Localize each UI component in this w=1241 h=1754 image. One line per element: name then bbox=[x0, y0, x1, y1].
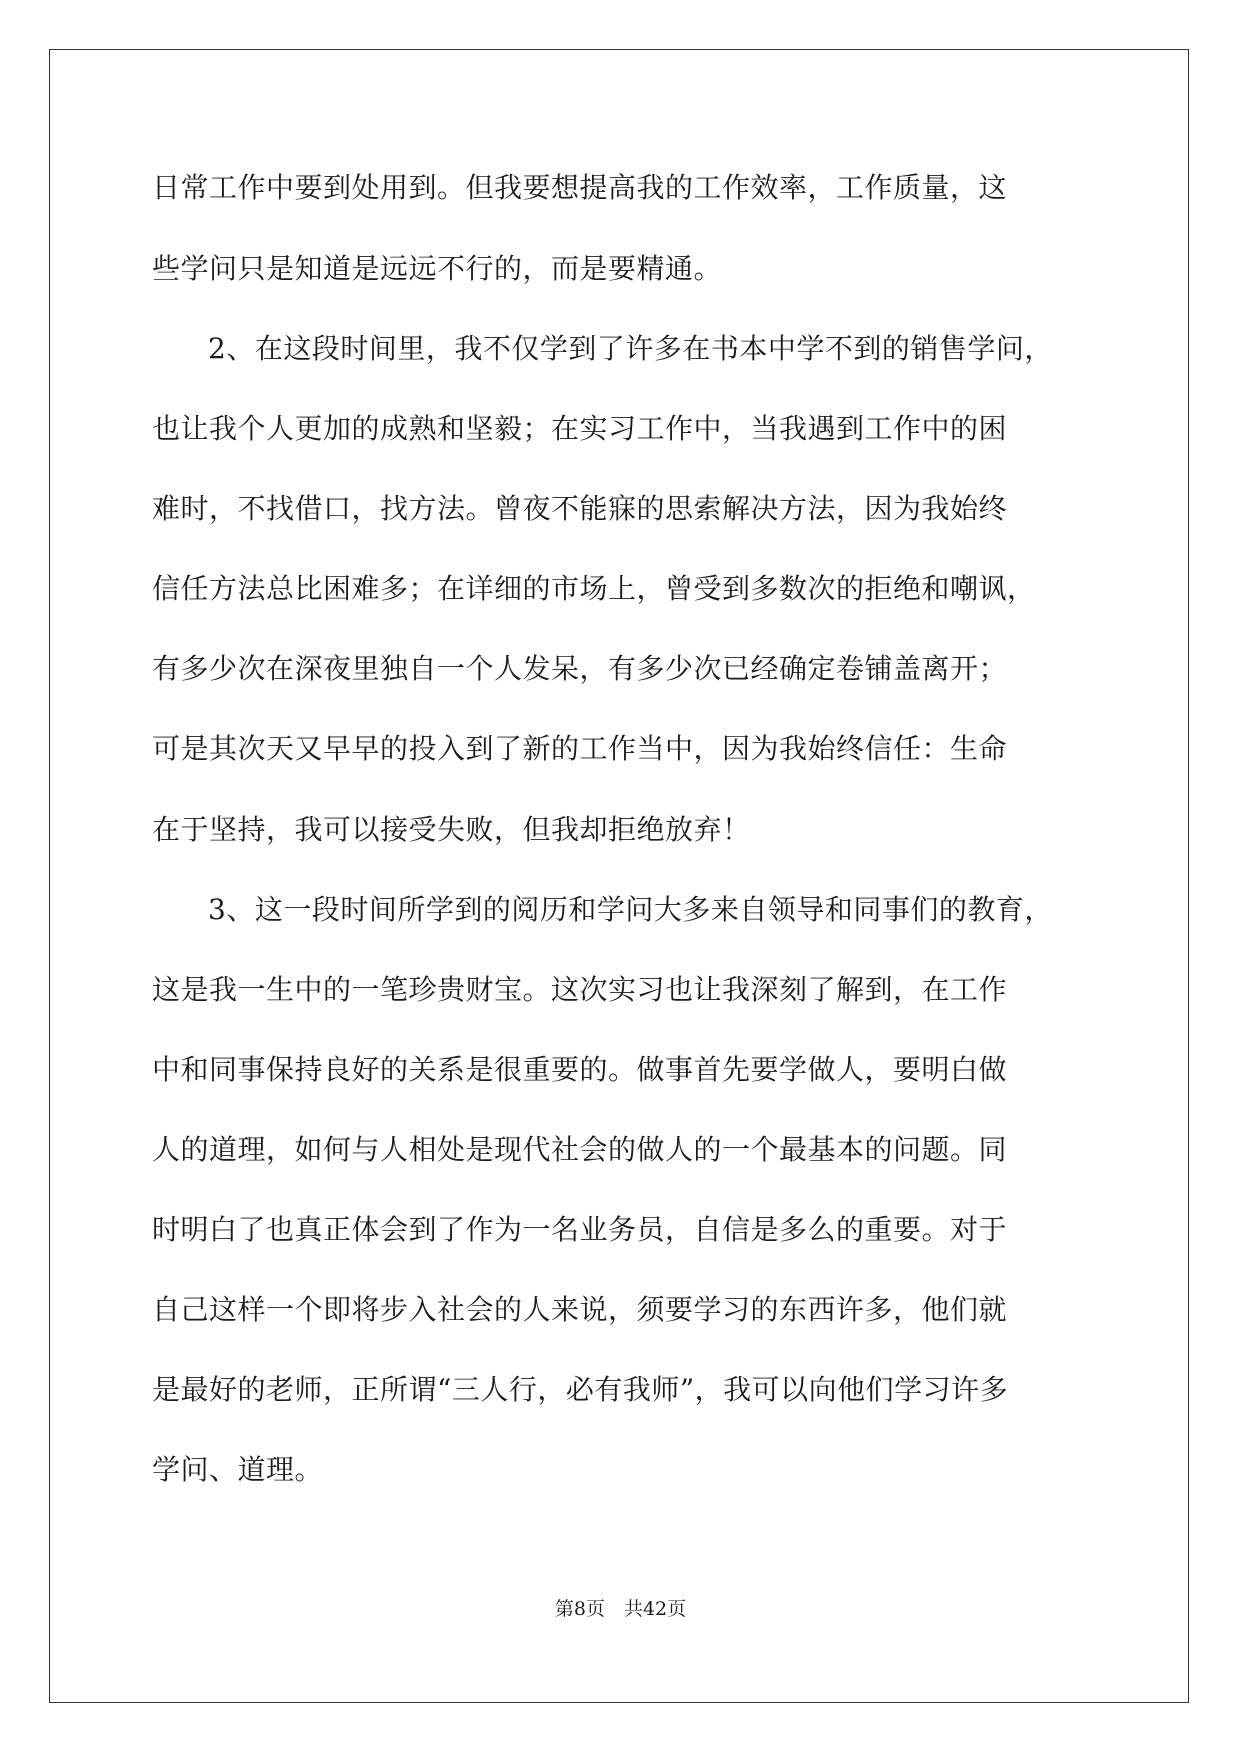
text-line: 日常工作中要到处用到。但我要想提高我的工作效率，工作质量，这 bbox=[152, 171, 1008, 204]
text-line: 难时，不找借口，找方法。曾夜不能寐的思索解决方法，因为我始终 bbox=[152, 492, 1008, 525]
paragraph-3-first-line: 3、这一段时间所学到的阅历和学问大多来自领导和同事们的教育， bbox=[208, 893, 1053, 926]
text-line: 中和同事保持良好的关系是很重要的。做事首先要学做人，要明白做 bbox=[152, 1053, 1008, 1086]
text-line: 是最好的老师，正所谓“三人行，必有我师”，我可以向他们学习许多 bbox=[152, 1373, 1009, 1406]
text-line: 些学问只是知道是远远不行的，而是要精通。 bbox=[152, 252, 723, 285]
text-line: 时明白了也真正体会到了作为一名业务员，自信是多么的重要。对于 bbox=[152, 1213, 1008, 1246]
page-number-footer: 第8页 共42页 bbox=[554, 1598, 687, 1620]
text-line: 这是我一生中的一笔珍贵财宝。这次实习也让我深刻了解到，在工作 bbox=[152, 973, 1008, 1006]
text-line: 人的道理，如何与人相处是现代社会的做人的一个最基本的问题。同 bbox=[152, 1133, 1008, 1166]
text-line: 自己这样一个即将步入社会的人来说，须要学习的东西许多，他们就 bbox=[152, 1293, 1008, 1326]
text-line: 也让我个人更加的成熟和坚毅；在实习工作中，当我遇到工作中的困 bbox=[152, 412, 1008, 445]
text-line: 在于坚持，我可以接受失败，但我却拒绝放弃！ bbox=[152, 813, 751, 846]
paragraph-2-first-line: 2、在这段时间里，我不仅学到了许多在书本中学不到的销售学问， bbox=[208, 332, 1053, 365]
text-line: 信任方法总比困难多；在详细的市场上，曾受到多数次的拒绝和嘲讽， bbox=[152, 572, 1036, 605]
text-line: 有多少次在深夜里独自一个人发呆，有多少次已经确定卷铺盖离开； bbox=[152, 652, 1008, 685]
text-line: 可是其次天又早早的投入到了新的工作当中，因为我始终信任：生命 bbox=[152, 732, 1008, 765]
text-line: 学问、道理。 bbox=[152, 1453, 324, 1486]
